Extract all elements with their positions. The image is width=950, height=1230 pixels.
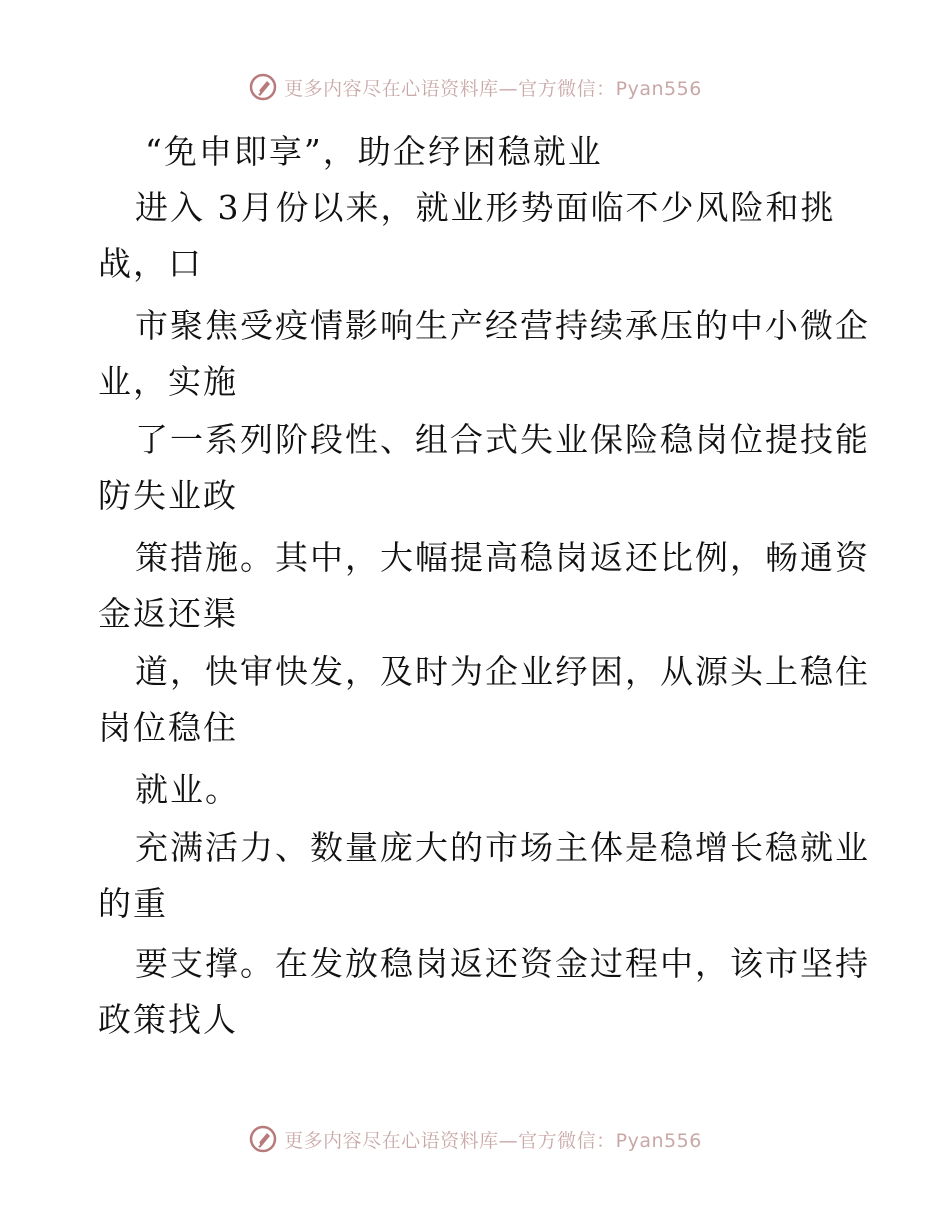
text-line: 政策找人	[98, 1000, 238, 1039]
text-line: 进入 3月份以来，就业形势面临不少风险和挑	[135, 188, 836, 227]
text-line: 充满活力、数量庞大的市场主体是稳增长稳就业	[135, 828, 870, 867]
watermark-text: 更多内容尽在心语资料库—官方微信：Pyan556	[284, 1129, 702, 1152]
text-line: 道，快审快发，及时为企业纾困，从源头上稳住	[135, 652, 870, 691]
text-line: 策措施。其中，大幅提高稳岗返还比例，畅通资	[135, 538, 870, 577]
text-line: 岗位稳住	[98, 708, 238, 747]
watermark-text: 更多内容尽在心语资料库—官方微信：Pyan556	[284, 77, 702, 100]
pen-seal-icon	[248, 1124, 278, 1154]
text-line: 防失业政	[98, 476, 238, 515]
text-line: 的重	[98, 884, 168, 923]
text-line: 就业。	[135, 770, 240, 809]
text-line: 业，实施	[98, 362, 238, 401]
pen-seal-icon	[248, 72, 278, 102]
text-line: 要支撑。在发放稳岗返还资金过程中，该市坚持	[135, 944, 870, 983]
header-watermark	[0, 72, 950, 102]
text-line: 市聚焦受疫情影响生产经营持续承压的中小微企	[135, 306, 870, 345]
text-line: 战，口	[98, 244, 203, 283]
text-line: 金返还渠	[98, 594, 238, 633]
footer-watermark	[0, 1124, 950, 1154]
document-title: “免申即享”，助企纾困稳就业	[145, 132, 603, 171]
text-line: 了一系列阶段性、组合式失业保险稳岗位提技能	[135, 420, 870, 459]
